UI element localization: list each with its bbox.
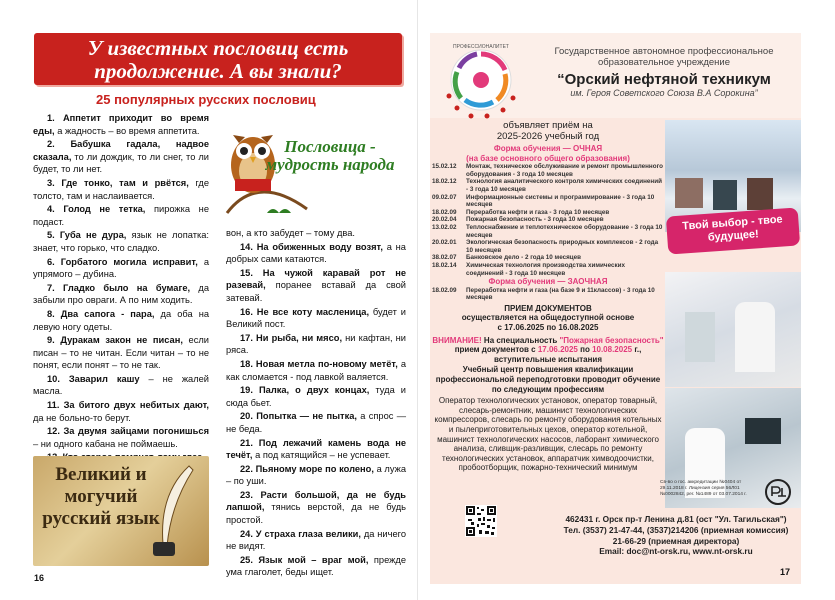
- proverb: [33, 399, 209, 424]
- banner-line-2: продолжение. А вы знали?: [94, 59, 342, 83]
- proverb-rest: язык не лопатка: знает, что горько, что сладко.: [33, 230, 209, 253]
- attention-date-1: 17.06.2025: [537, 345, 578, 355]
- entrance-exams: вступительные испытания: [493, 354, 602, 364]
- program-name: Монтаж, техническое обслуживание и ремонт промышленного оборудования - 3 года 10 месяцев: [466, 163, 663, 178]
- quill-icon: [149, 464, 199, 559]
- advert-body: [432, 120, 664, 473]
- proverb-bold: 17. Ни рыба, ни мясо,: [240, 332, 343, 343]
- program-row: [432, 216, 664, 224]
- page-number-right: 17: [780, 567, 791, 577]
- proverb: [33, 112, 209, 137]
- phones: Тел. (3537) 21-47-44, (3537)214206 (приемная комиссия): [563, 524, 789, 535]
- proverb-rest: да ничего не видят.: [226, 528, 406, 552]
- proverb-bold: 8. Два сапога - пара,: [47, 308, 155, 319]
- proverb-rest: а жадность – во время аппетита.: [54, 125, 200, 136]
- russian-language-image: [33, 456, 209, 566]
- proverb-bold: 20. Попытка — не пытка,: [240, 411, 357, 422]
- proverb: [33, 373, 209, 398]
- address: 462431 г. Орск пр-т Ленина д.81 (ост "Ул. Тагильская"): [565, 514, 787, 524]
- proverb: [226, 358, 406, 383]
- proverb-rest: – не жалей масла.: [33, 373, 210, 397]
- college-type: Государственное автономное профессиональное образовательное учреждение: [554, 46, 774, 68]
- proverb-bold: 22. Пьяному море по колено,: [240, 463, 374, 474]
- banner-line-1: У известных пословиц есть: [87, 36, 349, 60]
- program-code: 18.02.09: [432, 286, 457, 294]
- page-gutter: [417, 0, 418, 600]
- program-code: 15.02.12: [432, 163, 457, 171]
- email-web[interactable]: Email: doc@nt-orsk.ru, www.nt-orsk.ru: [599, 546, 753, 557]
- contacts: [556, 514, 796, 557]
- professions-list: Оператор технологических установок, оператор товарный, слесарь-ремонтник, машинист технологических компрессоров, слесарь по ремонту оборудования котельных и пылеприготовительных цехов, оператор котельной, машинист технологических насосов, лаборант химического анализа, сливщик-разливщик, слесарь по ремонту технологических установок, аппаратчик химводоочистки, пробоотборщик, пожарно-технический минимум: [434, 396, 662, 473]
- title-banner: [34, 33, 402, 85]
- proverb: [226, 437, 406, 462]
- proverb-bold: 4. Голод не тетка,: [47, 204, 146, 215]
- proverb: [33, 203, 209, 228]
- proverb: [33, 229, 209, 254]
- proverb-bold: 21. Под лежачий камень вода не течёт,: [226, 437, 406, 461]
- proverb-rest: да оба на левую ногу одеты.: [33, 308, 210, 332]
- proverb-rest: если писан – то не читан. Если читан – то не понят, если понят – то не так.: [33, 335, 209, 371]
- program-row: [432, 262, 664, 277]
- russian-language-caption: Великий и могучий русский язык: [42, 464, 160, 529]
- attention-dates-c: г.,: [632, 345, 642, 355]
- proverb: [226, 489, 406, 527]
- proverb-bold: 9. Дуракам закон не писан,: [47, 335, 183, 346]
- proverb: [226, 267, 406, 305]
- proverb: [226, 241, 406, 266]
- proverb-rest: тянись верстой, да не будь простой.: [226, 502, 406, 526]
- program-name: Технология аналитического контроля химических соединений - 3 года 10 месяцев: [466, 178, 662, 193]
- college-honorific: им. Героя Советского Союза В.А Сорокина”: [570, 88, 758, 98]
- proverb-bold: 18. Новая метла по-новому метёт,: [240, 358, 398, 369]
- proverb: [226, 306, 406, 331]
- program-code: 18.02.14: [432, 261, 457, 269]
- professionalitet-logo: [437, 36, 525, 124]
- logo-text: ПРОФЕССИОНАЛИТЕТ: [453, 44, 509, 50]
- proverb-rest: поранее вставай да свой затевай.: [226, 280, 406, 303]
- proverb-rest: где толсто, там и наслаивается.: [33, 177, 209, 201]
- proverbs-column-1: [33, 112, 209, 465]
- proverb-rest: будет и Великий пост.: [226, 306, 406, 330]
- proverb-rest: а лужа – по уши.: [226, 463, 407, 487]
- programs-fulltime: [432, 163, 664, 277]
- proverb-bold: 16. Не все коту масленица,: [240, 306, 370, 317]
- proverb: [226, 463, 406, 488]
- proverb-rest: да не больно-то берут.: [33, 412, 131, 423]
- attention-dates: [432, 345, 664, 355]
- proverb-rest: а на добрых сами катаются.: [226, 241, 406, 265]
- program-name: Переработка нефти и газа - 3 года 10 месяцев: [466, 208, 610, 216]
- program-name: Переработка нефти и газа (на базе 9 и 11классов) - 3 года 10 месяцев: [466, 286, 655, 302]
- proverb: [226, 410, 406, 435]
- proverb: [226, 384, 406, 409]
- attention-label: ВНИМАНИЕ!: [432, 335, 482, 345]
- article-subtitle: 25 популярных русских пословиц: [96, 92, 316, 107]
- college-name: “Орский нефтяной техникум: [557, 71, 771, 88]
- proverb-rest: а под катящийся – не успевает.: [252, 450, 391, 461]
- program-row: [432, 239, 664, 254]
- program-name: Информационные системы и программирование - 3 года 10 месяцев: [466, 193, 655, 209]
- program-row: [432, 287, 664, 302]
- attention-line: [432, 336, 664, 346]
- proverb-bold: 14. На обиженных воду возят,: [240, 241, 383, 252]
- proverb-rest: да забыли про овраги. А по ним ходить.: [33, 282, 209, 306]
- proverb: [33, 334, 209, 372]
- program-code: 20.02.04: [432, 216, 457, 224]
- slogan-badge: Твой выбор - твое будущее!: [666, 207, 800, 254]
- proverb: [33, 177, 209, 202]
- attention-date-2: 10.08.2025: [592, 345, 633, 355]
- proverb-bold: 5. Губа не дура,: [47, 230, 127, 241]
- proverb-bold: 3. Где тонко, там и рвётся,: [47, 177, 189, 188]
- attention-spec: "Пожарная безопасность": [559, 335, 664, 345]
- attention-dates-a: прием документов с: [454, 345, 538, 355]
- proverb-rest: туда и сюда бьет.: [226, 385, 406, 408]
- licence-text: Св-во о гос. аккредитации №0404 от 29.11.2018 г. Лицензия серия 56Л01 №0002842, рег. №1489 от 03.07.2014 г.: [660, 480, 747, 497]
- proverb: [33, 256, 209, 281]
- program-row: [432, 254, 664, 262]
- program-code: 20.02.01: [432, 239, 457, 247]
- proverb-bold: 19. Палка, о двух концах,: [240, 385, 370, 396]
- proverb-rest: пирожка не подаст.: [33, 204, 209, 227]
- director-phone: 21-66-29 (приемная директора): [612, 535, 740, 546]
- proverb-rest: – ни одного кабана не поймаешь.: [33, 438, 178, 449]
- form-fulltime: Форма обучения — ОЧНАЯ: [493, 144, 603, 153]
- proverb-bold: 1. Аппетит приходит во время еды,: [33, 113, 209, 136]
- program-row: [432, 224, 664, 239]
- proverb-rest: а упрямого – дубина.: [33, 256, 209, 280]
- program-code: 18.02.09: [432, 208, 457, 216]
- proverb: [33, 308, 209, 333]
- page-number-left: 16: [34, 573, 45, 583]
- docs-basis: осуществляется на общедоступной основе: [461, 313, 635, 323]
- proverb-bold: 25. Язык мой – враг мой,: [240, 554, 369, 565]
- proverb-rest: ни кафтан, ни ряса.: [226, 332, 406, 356]
- program-code: 38.02.07: [432, 254, 457, 262]
- announce-line-1: объявляет приём на: [503, 120, 593, 131]
- proverb-rest: а спрос — не беда.: [226, 411, 406, 434]
- proverb-rest: прежде ума глаголет, беды ищет.: [226, 554, 406, 578]
- program-name: Экологическая безопасность природных комплексов - 2 года 10 месяцев: [466, 239, 659, 254]
- announce-line-2: 2025-2026 учебный год: [496, 131, 600, 142]
- docs-dates: с 17.06.2025 по 16.08.2025: [497, 323, 599, 333]
- owl-caption: Пословица - мудрость народа: [265, 137, 395, 174]
- form-fulltime-note: (на базе основного общего образования): [466, 153, 630, 163]
- programs-correspondence: [432, 287, 664, 302]
- lab-photo: [665, 272, 801, 387]
- program-row: [432, 194, 664, 209]
- proverb-bold: 15. На чужой каравай рот не разевай,: [226, 267, 406, 291]
- program-code: 18.02.12: [432, 178, 457, 186]
- proverb-continuation: вон, а кто забудет – тому два.: [226, 228, 355, 238]
- proverb-bold: 12. За двумя зайцами погонишься: [47, 426, 209, 437]
- proverb-bold: 23. Расти большой, да не будь лапшой,: [226, 489, 406, 513]
- proverb-bold: 11. За битого двух небитых дают,: [47, 400, 209, 411]
- proverb: [33, 282, 209, 307]
- proverb-bold: 2. Бабушка гадала, надвое сказала,: [33, 139, 209, 162]
- program-row: [432, 178, 664, 193]
- program-name: Химическая технология производства химических соединений - 3 года 10 месяцев: [466, 261, 626, 277]
- program-row: [432, 163, 664, 178]
- proverb-bold: 24. У страха глаза велики,: [240, 528, 361, 539]
- proverb-bold: 6. Горбатого могила исправит,: [47, 256, 198, 267]
- proverb-rest: а как сломается - под лавкой валяется.: [226, 358, 406, 382]
- proverb: [226, 528, 406, 553]
- proverb: [33, 138, 209, 176]
- proverb: [33, 425, 209, 450]
- training-center: Учебный центр повышения квалификации профессиональной переподготовки проводит обучение по следующим профессиям: [435, 365, 661, 394]
- proverb-bold: 7. Гладко было на бумаге,: [47, 282, 191, 293]
- attention-text: На специальность: [481, 335, 560, 345]
- proverb-rest: то ли дождик, то ли снег, то ли будет, то ли нет.: [33, 151, 209, 175]
- proverb-bold: 10. Заварил кашу: [47, 373, 140, 384]
- program-name: Банковское дело - 2 года 10 месяцев: [466, 254, 582, 262]
- proverbs-column-2: [226, 227, 406, 580]
- proverb: [226, 332, 406, 357]
- attention-dates-b: по: [577, 345, 593, 355]
- proverb: [226, 554, 406, 579]
- program-code: 09.02.07: [432, 193, 457, 201]
- program-name: Теплоснабжение и теплотехническое оборудование - 3 года 10 месяцев: [466, 223, 663, 239]
- qr-code-icon[interactable]: [465, 505, 497, 537]
- rst-mark-icon: [764, 478, 792, 506]
- form-correspondence: Форма обучения — ЗАОЧНАЯ: [488, 277, 608, 287]
- docs-heading: ПРИЕМ ДОКУМЕНТОВ: [504, 303, 592, 313]
- program-code: 13.02.02: [432, 223, 457, 231]
- program-name: Пожарная безопасность - 3 года 10 месяцев: [466, 216, 604, 224]
